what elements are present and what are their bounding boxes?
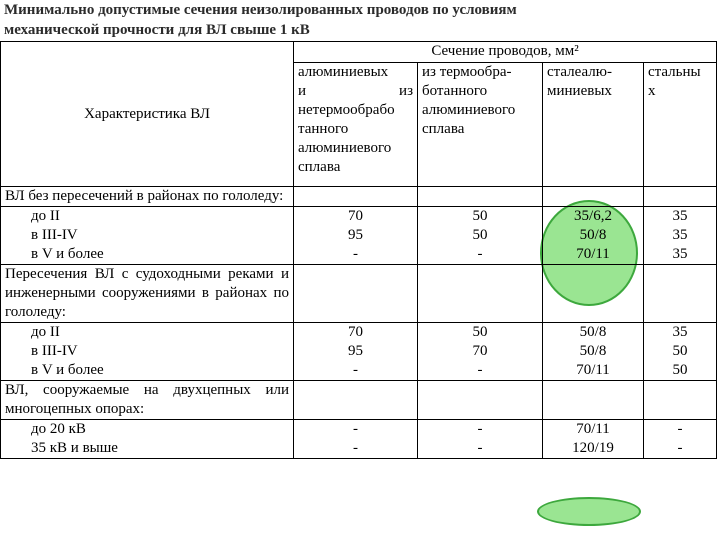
cell-value: 95	[348, 227, 363, 243]
header-col-aluminum: алюминиевых и из нетермообрабо танного алюминиевого сплава	[294, 63, 418, 187]
cell-value: -	[477, 421, 483, 437]
values-steel	[644, 323, 717, 381]
group-heading-row	[1, 265, 717, 323]
cell-value: 35	[672, 227, 688, 243]
group-heading-row	[1, 187, 717, 207]
page-title	[4, 0, 716, 40]
row-label-line: в V и более	[31, 362, 104, 378]
cell-value: 35/6,2	[574, 208, 612, 224]
cell-value: -	[353, 440, 358, 456]
header-section-cell	[294, 42, 717, 63]
values-aluminum	[294, 420, 418, 459]
group-heading: ВЛ без пересечений в районах по гололеду:	[1, 187, 294, 207]
values-steel	[644, 207, 717, 265]
cell-value: 50/8	[579, 324, 607, 340]
cell-value: 50/8	[579, 227, 607, 243]
table-row	[1, 420, 717, 459]
cell-value: 50/8	[579, 343, 607, 359]
values-thermo	[418, 207, 543, 265]
cell-value: 50	[472, 227, 488, 243]
cross-section-table	[0, 41, 717, 459]
row-label-line: до 20 кВ	[31, 421, 86, 437]
cell-value: -	[353, 362, 358, 378]
table-row	[1, 207, 717, 265]
cell-value: -	[677, 421, 683, 437]
header-row-1	[1, 42, 717, 63]
cell-value: 70	[348, 324, 363, 340]
header-col-steel: стальны х	[644, 63, 717, 187]
row-label-line: до II	[31, 324, 60, 340]
values-thermo	[418, 323, 543, 381]
cell-value: -	[677, 440, 683, 456]
cell-value: 70/11	[576, 246, 610, 262]
cell-value: 95	[348, 343, 363, 359]
cell-value: 35	[672, 246, 688, 262]
cell-value: 70/11	[576, 362, 610, 378]
row-label	[1, 420, 294, 459]
values-steel	[644, 420, 717, 459]
header-col-steel-aluminum: сталеалю- миниевых	[543, 63, 644, 187]
cell-value: 50	[472, 208, 488, 224]
cell-value: -	[353, 421, 358, 437]
row-label-line: до II	[31, 208, 60, 224]
group-heading-row	[1, 381, 717, 420]
row-label-line: 35 кВ и выше	[31, 440, 118, 456]
cell-value: 70/11	[576, 421, 610, 437]
cell-value: -	[477, 440, 483, 456]
row-label-line: в V и более	[31, 246, 104, 262]
row-label	[1, 323, 294, 381]
highlight-ellipse-120-19	[537, 497, 641, 526]
row-label	[1, 207, 294, 265]
group-heading: ВЛ, сооружаемые на двухцепных или многоцепных опорах:	[1, 381, 294, 420]
cell-value: 50	[672, 362, 688, 378]
cell-value: 70	[472, 343, 488, 359]
header-characteristic: Характеристика ВЛ	[84, 105, 210, 122]
values-steel-aluminum	[543, 207, 644, 265]
cell-value: -	[477, 362, 483, 378]
values-aluminum	[294, 323, 418, 381]
row-label-line: в III-IV	[31, 227, 78, 243]
title-line-1: Минимально допустимые сечения неизолированных проводов по условиям	[4, 2, 517, 18]
values-steel-aluminum	[543, 323, 644, 381]
cell-value: 70	[348, 208, 363, 224]
values-steel-aluminum	[543, 420, 644, 459]
header-characteristic-cell	[1, 42, 294, 187]
table-row	[1, 323, 717, 381]
cell-value: 50	[472, 324, 488, 340]
group-heading: Пересечения ВЛ с судоходными реками и инженерными сооружениями в районах по гололеду:	[1, 265, 294, 323]
cell-value: -	[477, 246, 483, 262]
cell-value: -	[353, 246, 358, 262]
cell-value: 120/19	[572, 440, 614, 456]
header-section: Сечение проводов, мм²	[431, 43, 579, 59]
cell-value: 35	[672, 208, 688, 224]
values-aluminum	[294, 207, 418, 265]
row-label-line: в III-IV	[31, 343, 78, 359]
title-line-2: механической прочности для ВЛ свыше 1 кВ	[4, 22, 310, 38]
cell-value: 50	[672, 343, 688, 359]
header-col-thermo: из термообра- ботанного алюминиевого сплава	[418, 63, 543, 187]
values-thermo	[418, 420, 543, 459]
cell-value: 35	[672, 324, 688, 340]
